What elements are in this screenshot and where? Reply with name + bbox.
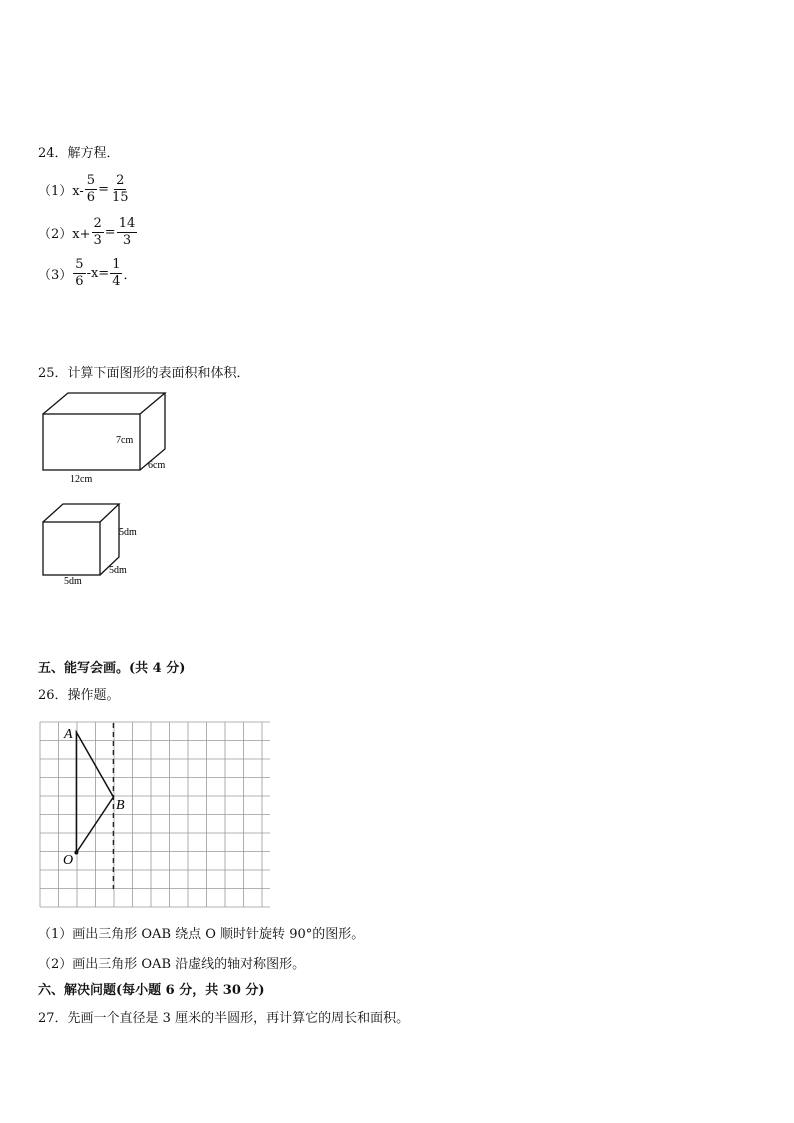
- label-o: O: [63, 853, 74, 868]
- point-o: [74, 851, 78, 855]
- label-b: B: [116, 798, 125, 813]
- numerator: 5: [86, 172, 96, 188]
- eq1-label: （1）x-: [38, 183, 84, 199]
- cube-figure: [30, 498, 160, 590]
- eq1-fraction-1: [85, 174, 97, 205]
- numerator: 1: [112, 256, 121, 272]
- denominator: 3: [122, 232, 132, 248]
- q27-title: 27．先画一个直径是 3 厘米的半圆形，再计算它的周长和面积。: [38, 1011, 410, 1026]
- q24-equation-2: [38, 215, 138, 249]
- q24-equation-1: [38, 172, 132, 206]
- numerator: 2: [93, 215, 102, 231]
- grid-figure: [36, 718, 270, 910]
- denominator: 6: [75, 273, 84, 289]
- label-a: A: [64, 727, 73, 742]
- q26-subquestion-2: （2）画出三角形 OAB 沿虚线的轴对称图形。: [38, 957, 306, 972]
- eq3-middle: -x=: [86, 265, 110, 281]
- cube-edge-right-label: 5dm: [119, 527, 137, 538]
- numerator: 5: [75, 256, 84, 272]
- eq2-label: （2）x+: [38, 226, 91, 242]
- triangle-oab: [76, 732, 113, 852]
- eq2-fraction-2: [117, 217, 138, 248]
- denominator: 15: [111, 189, 129, 205]
- section-5-heading: 五、能写会画。(共 4 分): [38, 661, 186, 676]
- grid-lines: [40, 722, 270, 907]
- cuboid-side-face: [140, 393, 165, 470]
- cuboid-height-label: 7cm: [116, 435, 134, 446]
- eq3-end: ．: [123, 267, 137, 283]
- denominator: 6: [86, 189, 96, 205]
- numerator: 2: [116, 172, 125, 188]
- eq2-operator: =: [104, 224, 116, 240]
- cuboid-width-label: 6cm: [148, 460, 166, 471]
- eq1-operator: =: [98, 181, 109, 197]
- cuboid-top-face: [43, 393, 165, 414]
- eq3-fraction-1: [73, 258, 85, 289]
- cube-edge-bottom-label: 5dm: [64, 576, 82, 587]
- q26-title: 26．操作题。: [38, 688, 120, 703]
- q24-equation-3: [38, 256, 136, 290]
- numerator: 14: [118, 215, 136, 231]
- cuboid-figure: [30, 388, 190, 488]
- denominator: 4: [112, 273, 121, 289]
- q26-subquestion-1: （1）画出三角形 OAB 绕点 O 顺时针旋转 90°的图形。: [38, 927, 365, 942]
- denominator: 3: [93, 232, 102, 248]
- eq3-fraction-2: [110, 258, 122, 289]
- cube-edge-depth-label: 5dm: [109, 565, 127, 576]
- eq1-fraction-2: [110, 174, 131, 205]
- eq2-fraction-1: [92, 217, 104, 248]
- q25-title: 25．计算下面图形的表面积和体积．: [38, 366, 250, 381]
- cube-front-face: [43, 522, 100, 575]
- q24-title: 24．解方程．: [38, 146, 120, 161]
- cube-top-face: [43, 504, 119, 522]
- section-6-heading: 六、解决问题(每小题 6 分，共 30 分): [38, 983, 265, 998]
- cuboid-length-label: 12cm: [70, 474, 93, 485]
- eq3-label: （3）: [38, 267, 73, 283]
